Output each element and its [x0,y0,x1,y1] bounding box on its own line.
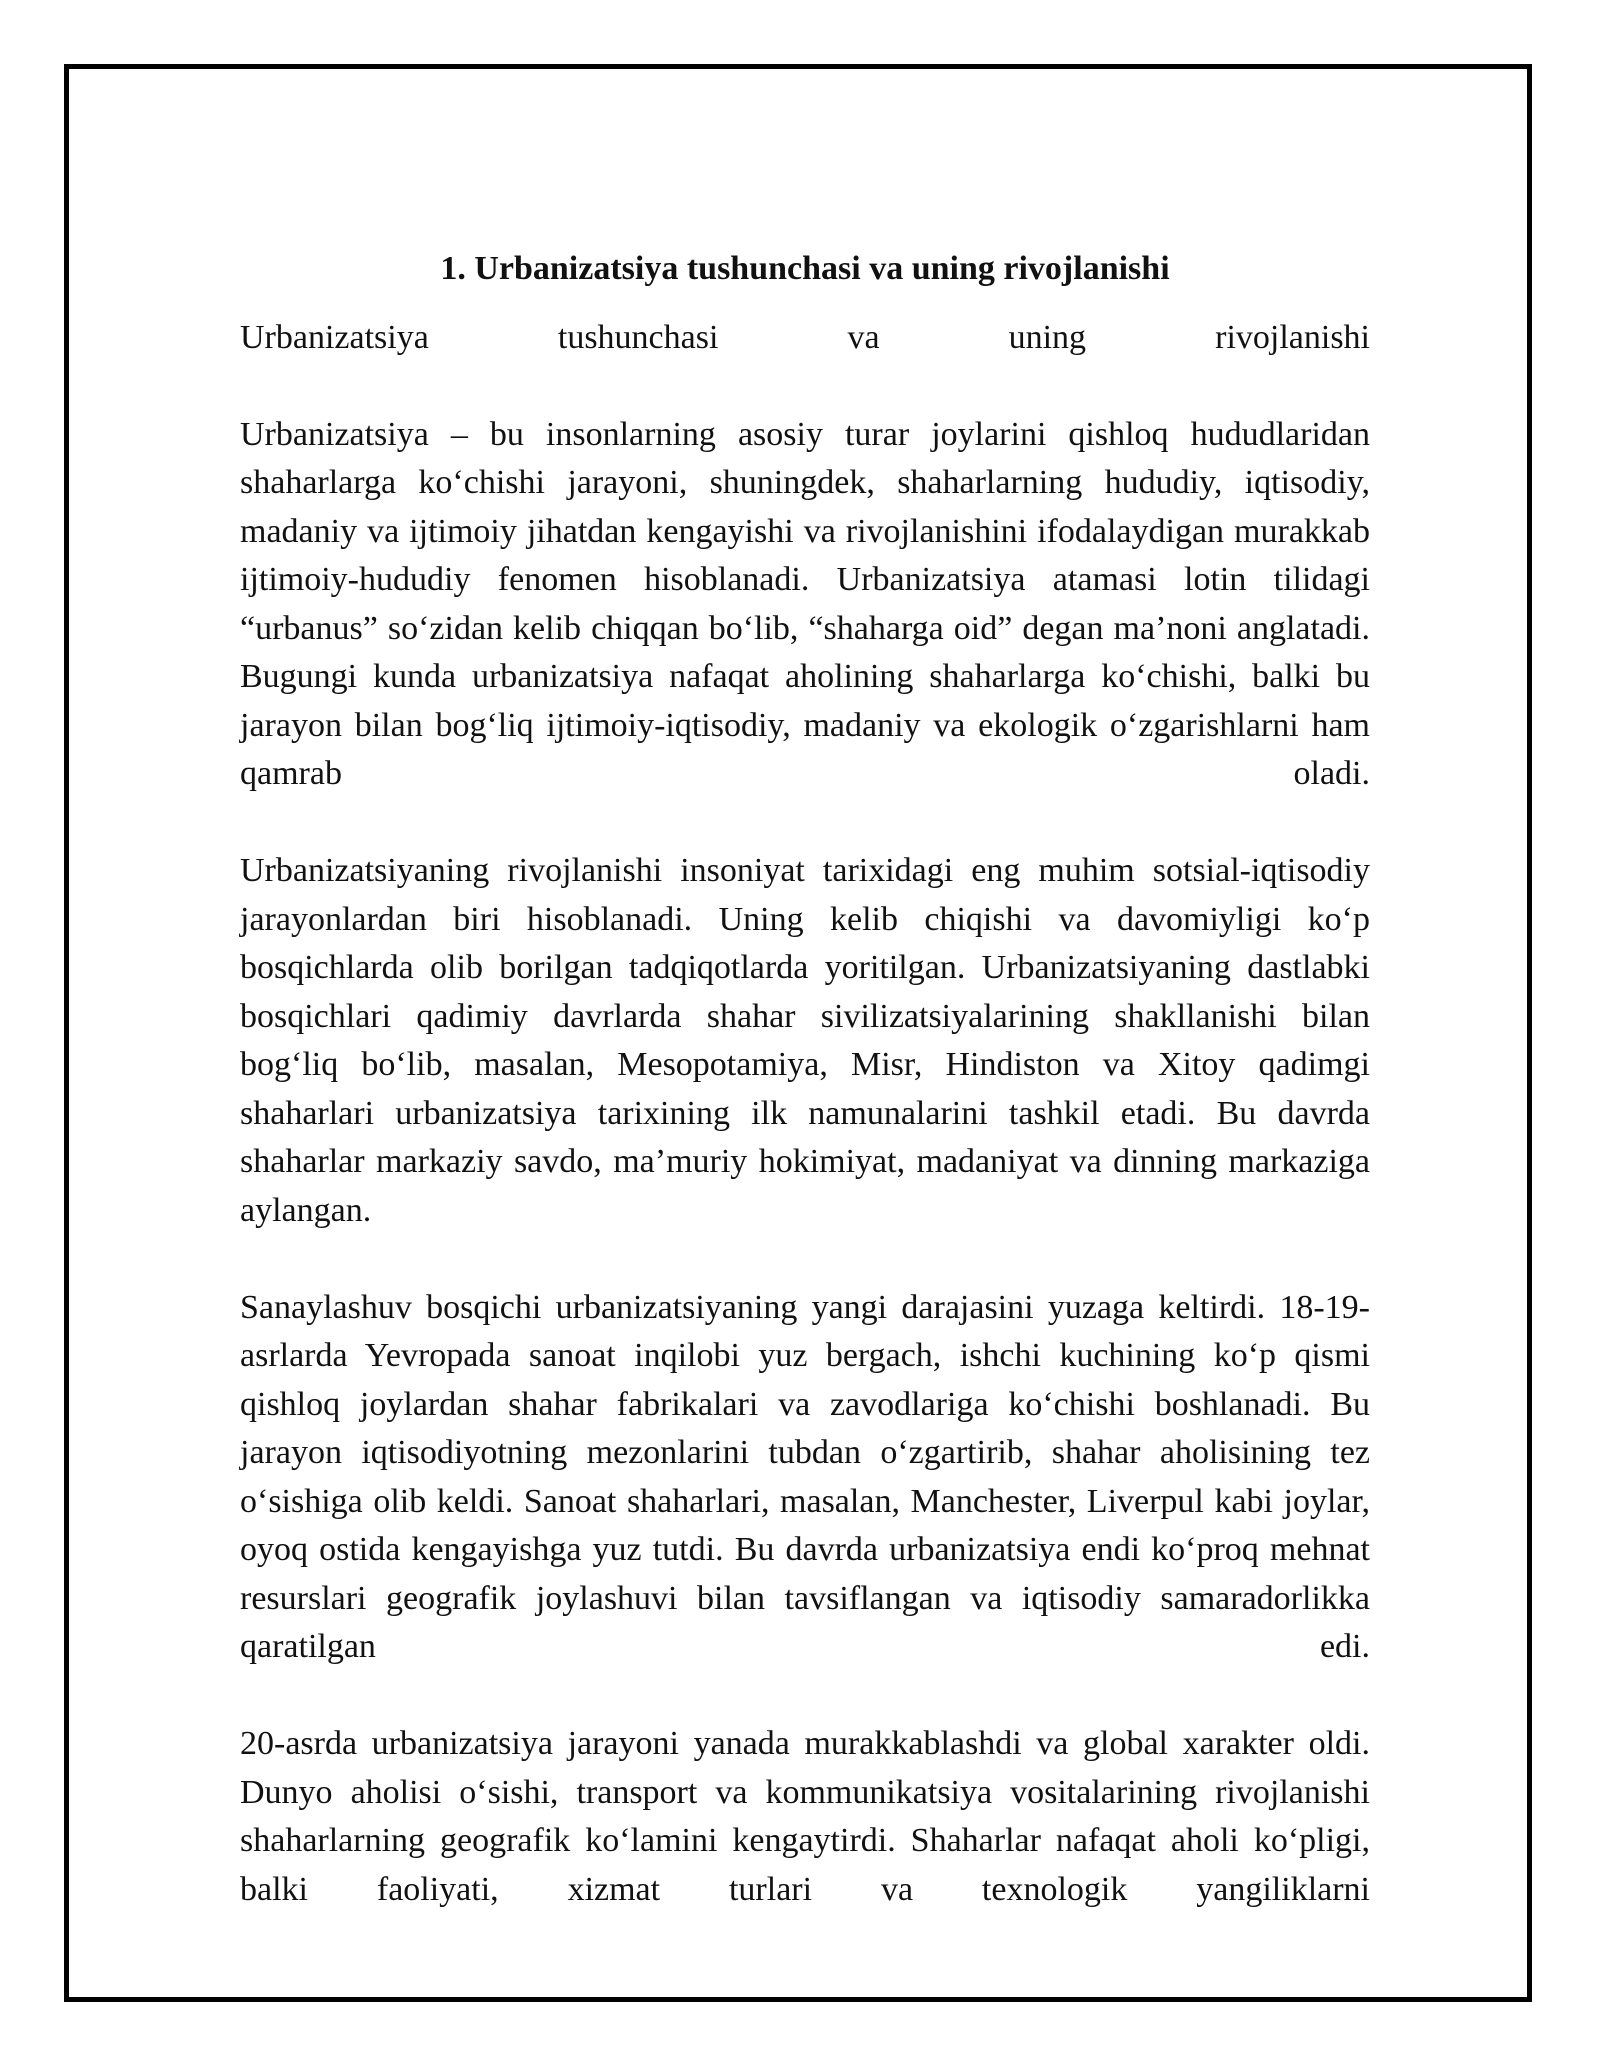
paragraph-2: Urbanizatsiyaning rivojlanishi insoniyat tarixidagi eng muhim sotsial-iqtisodiy jarayonlardan biri hisoblanadi. Uning kelib chiqishi va davomiyligi ko‘p bosqichlarda olib borilgan tadqiqotlarda yoritilgan. Urbanizatsiyaning dastlabki bosqichlari qadimiy davrlarda shahar sivilizatsiyalarining shakllanishi bilan bog‘liq bo‘lib, masalan, Mesopotamiya, Misr, Hindiston va Xitoy qadimgi shaharlari urbanizatsiya tarixining ilk namunalarini tashkil etadi. Bu davrda shaharlar markaziy savdo, ma’muriy hokimiyat, madaniyat va dinning markaziga aylangan. [240,852,1370,1229]
paragraph-4: 20-asrda urbanizatsiya jarayoni yanada murakkablashdi va global xarakter oldi. Dunyo aholisi o‘sishi, transport va kommunikatsiya vositalarining rivojlanishi shaharlarning geografik ko‘lamini kengaytirdi. Shaharlar nafaqat aholi ko‘pligi, balki faoliyati, xizmat turlari va texnologik yangiliklarni [240,1725,1370,1908]
paragraph-gap [240,362,1370,411]
document-title: 1. Urbanizatsiya tushunchasi va uning rivojlanishi [440,250,1170,287]
document-subtitle: Urbanizatsiya tushunchasi va uning rivojlanishi [240,318,1370,356]
document-body [240,245,1370,1914]
document-page [64,64,1532,2002]
paragraph-1: Urbanizatsiya – bu insonlarning asosiy turar joylarini qishloq hududlaridan shaharlarga ko‘chishi jarayoni, shuningdek, shaharlarning hududiy, iqtisodiy, madaniy va ijtimoiy jihatdan kengayishi va rivojlanishini ifodalaydigan murakkab ijtimoiy-hududiy fenomen hisoblanadi. Urbanizatsiya atamasi lotin tilidagi “urbanus” so‘zidan kelib chiqqan bo‘lib, “shaharga oid” degan ma’noni anglatadi. Bugungi kunda urbanizatsiya nafaqat aholining shaharlarga ko‘chishi, balki bu jarayon bilan bog‘liq ijtimoiy-iqtisodiy, madaniy va ekologik o‘zgarishlarni ham qamrab oladi. [240,415,1370,792]
paragraph-3: Sanaylashuv bosqichi urbanizatsiyaning yangi darajasini yuzaga keltirdi. 18-19-asrlarda Yevropada sanoat inqilobi yuz bergach, ishchi kuchining ko‘p qismi qishloq joylardan shahar fabrikalari va zavodlariga ko‘chishi boshlanadi. Bu jarayon iqtisodiyotning mezonlarini tubdan o‘zgartirib, shahar aholisining tez o‘sishiga olib keldi. Sanoat shaharlari, masalan, Manchester, Liverpul kabi joylar, oyoq ostida kengayishga yuz tutdi. Bu davrda urbanizatsiya endi ko‘proq mehnat resurslari geografik joylashuvi bilan tavsiflangan va iqtisodiy samaradorlikka qaratilgan edi. [240,1288,1370,1665]
paragraph-gap [240,799,1370,848]
paragraph-gap [240,1235,1370,1284]
paragraph-gap [240,1672,1370,1721]
